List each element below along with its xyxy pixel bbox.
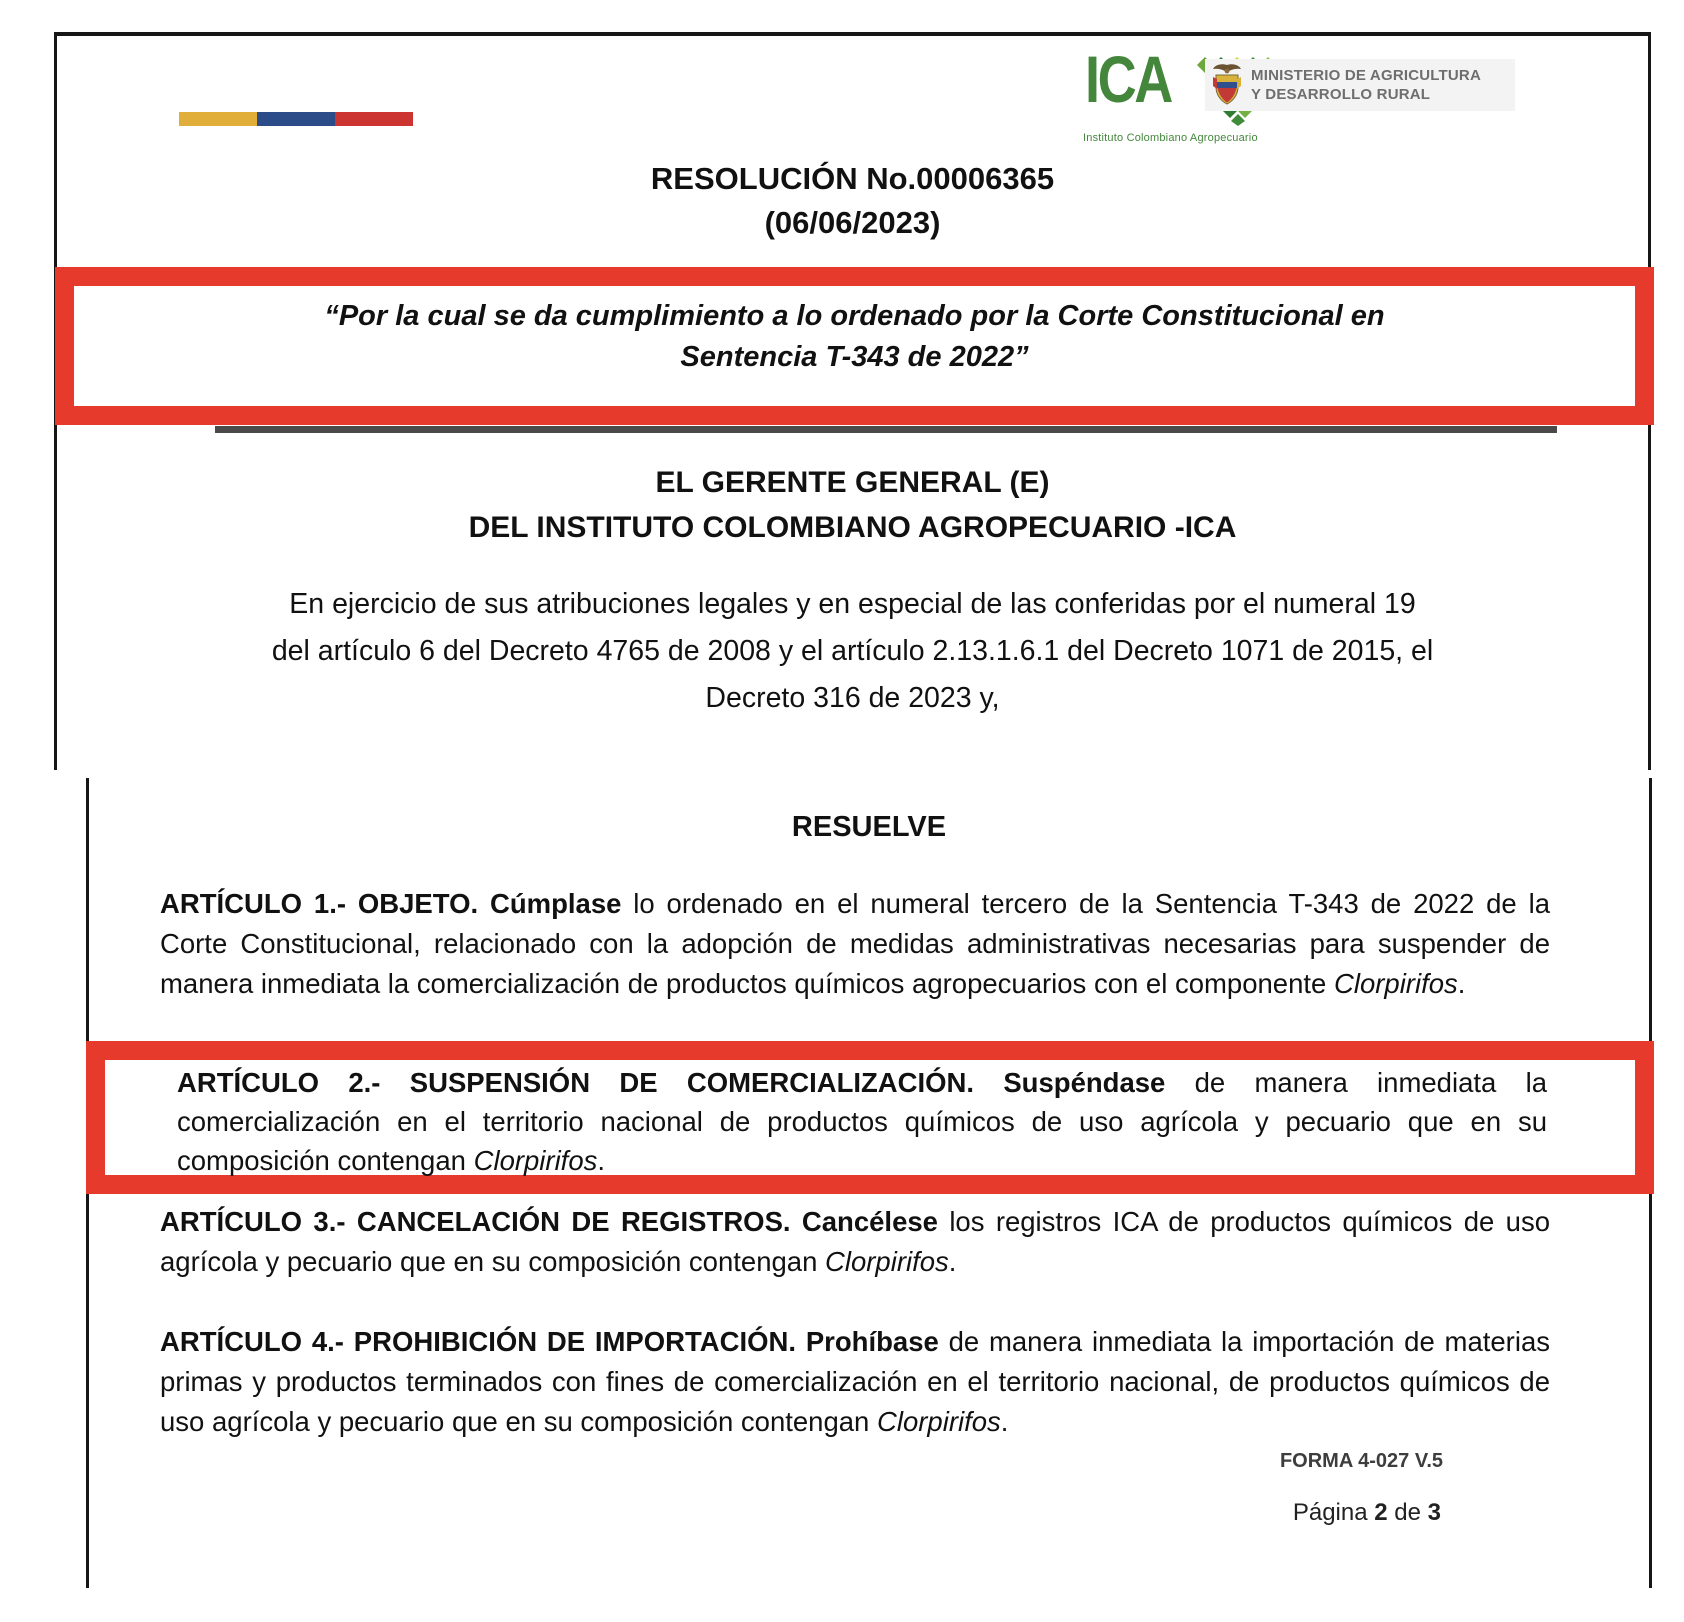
legal-preamble	[57, 581, 1648, 722]
ministry-name-line2: Y DESARROLLO RURAL	[1251, 86, 1431, 103]
article-4-paragraph: ARTÍCULO 4.- PROHIBICIÓN DE IMPORTACIÓN. Prohíbase de manera inmediata la importación de materias primas y productos terminados con fines de comercialización en el territorio nacional, de productos químicos de uso agrícola y pecuario que en su composición contengan Clorpirifos.	[160, 1326, 1550, 1437]
resolution-quote-line1: “Por la cual se da cumplimiento a lo ordenado por la Corte Constitucional en	[324, 300, 1385, 332]
resuelve-heading: RESUELVE	[791, 811, 947, 843]
flag-yellow-segment	[179, 112, 257, 126]
resolution-title: RESOLUCIÓN No.00006365	[650, 161, 1055, 196]
ministry-name-line1: MINISTERIO DE AGRICULTURA	[1251, 67, 1481, 84]
article-3-paragraph: ARTÍCULO 3.- CANCELACIÓN DE REGISTROS. Cancélese los registros ICA de productos químicos de uso agrícola y pecuario que en su composición contengan Clorpirifos.	[160, 1206, 1551, 1277]
legal-preamble-line1: En ejercicio de sus atribuciones legales y en especial de las conferidas por el numeral 19	[289, 588, 1416, 620]
colombia-flag-strip	[179, 112, 413, 126]
authority-heading-line2: DEL INSTITUTO COLOMBIANO AGROPECUARIO -ICA	[468, 511, 1237, 544]
red-highlight-box-article-2	[86, 1041, 1654, 1194]
ministry-banner	[1205, 59, 1515, 111]
resolution-quote-line2: Sentencia T-343 de 2022”	[680, 341, 1029, 373]
legal-preamble-line3: Decreto 316 de 2023 y,	[705, 682, 1000, 714]
authority-heading-line1: EL GERENTE GENERAL (E)	[655, 466, 1050, 499]
article-2-paragraph: ARTÍCULO 2.- SUSPENSIÓN DE COMERCIALIZACIÓN. Suspéndase de manera inmediata la comercialización en el territorio nacional de productos químicos de uso agrícola y pecuario que en su composición contengan Clorpirifos.	[177, 1067, 1547, 1176]
resolution-quote	[74, 286, 1635, 378]
ministry-name	[1251, 66, 1481, 104]
ica-logo-wordmark: ICA	[1085, 42, 1171, 116]
flag-red-segment	[335, 112, 413, 126]
resolution-date: (06/06/2023)	[764, 205, 941, 240]
ica-logo-subtext: Instituto Colombiano Agropecuario	[1083, 132, 1258, 144]
horizontal-divider	[215, 426, 1557, 433]
article-1-paragraph: ARTÍCULO 1.- OBJETO. Cúmplase lo ordenado en el numeral tercero de la Sentencia T-343 de 2022 de la Corte Constitucional, relacionado con la adopción de medidas administrativas necesarias para suspender de manera inmediata la comercialización de productos químicos agropecuarios con el componente Clorpirifos.	[160, 888, 1550, 999]
red-highlight-box-title-quote	[55, 267, 1654, 425]
page-number-footer: Página 2 de 3	[1292, 1499, 1441, 1526]
flag-blue-segment	[257, 112, 335, 126]
colombia-coat-of-arms-icon	[1211, 63, 1243, 107]
form-code-footer: FORMA 4-027 V.5	[1279, 1450, 1443, 1472]
legal-preamble-line2: del artículo 6 del Decreto 4765 de 2008 y el artículo 2.13.1.6.1 del Decreto 1071 de 2015, el	[271, 635, 1434, 667]
